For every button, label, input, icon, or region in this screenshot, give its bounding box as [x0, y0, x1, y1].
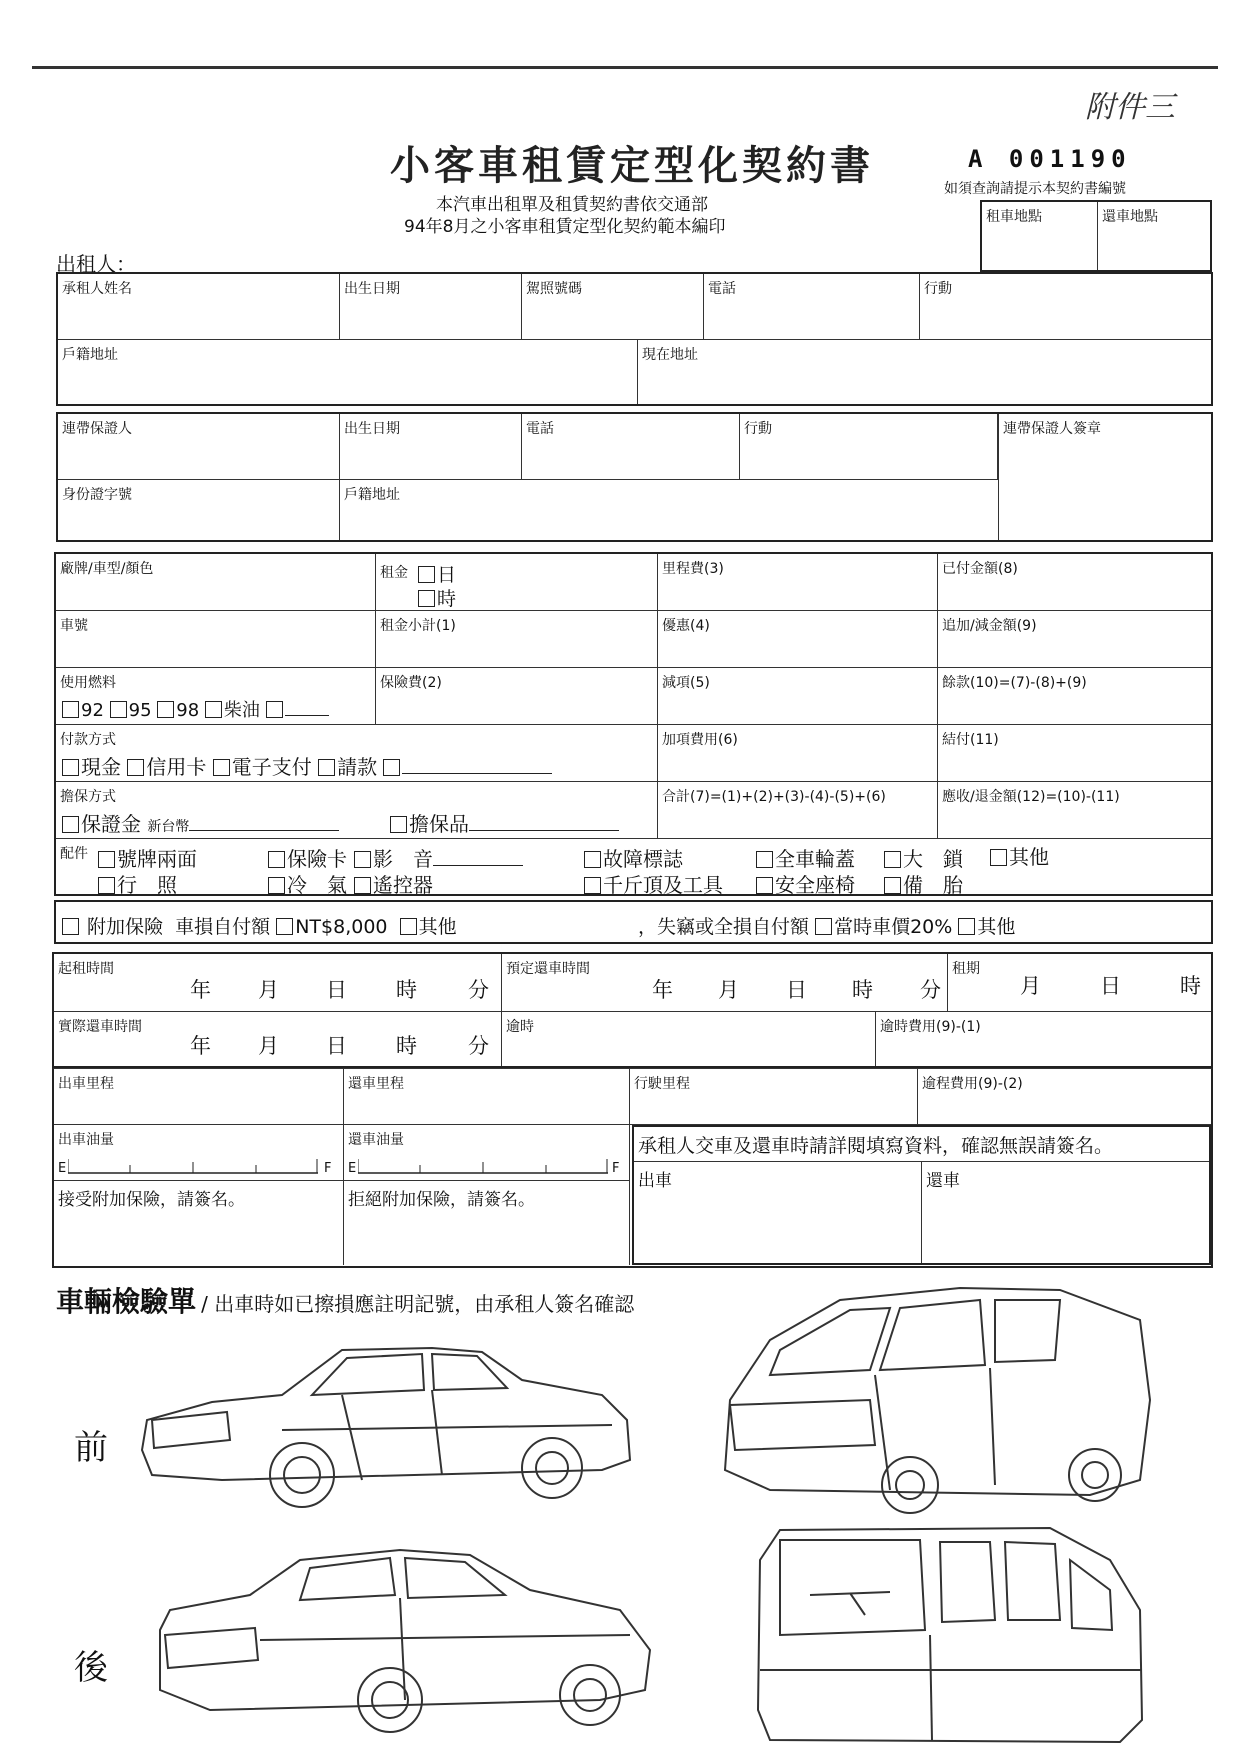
guarantor-id-label: 身份證字號 — [62, 487, 132, 503]
fuel-option-diesel[interactable] — [205, 700, 260, 721]
fuel-option-98[interactable] — [157, 700, 199, 721]
in-fuel-label: 還車油量 — [348, 1132, 404, 1148]
renter-birth-field[interactable] — [340, 274, 522, 340]
out-fuel-field[interactable] — [54, 1125, 344, 1181]
pay-other-checkbox[interactable] — [383, 759, 400, 776]
nt8000-label: NT$8,000 — [295, 916, 388, 938]
out-fuel-empty-mark: E — [58, 1161, 67, 1176]
insurance-section — [54, 900, 1213, 944]
guarantor-name-label: 連帶保證人 — [62, 421, 132, 437]
pickup-location-label: 租車地點 — [986, 209, 1042, 225]
acc-plates-label: 號牌兩面 — [117, 847, 197, 871]
plate-model-color-field[interactable] — [56, 554, 376, 611]
rent-day-option[interactable] — [418, 560, 456, 587]
acc-ac-label: 冷 氣 — [287, 873, 347, 897]
acc-warning-label: 故障標誌 — [603, 847, 683, 871]
mileage-fee-label: 里程費(3) — [662, 561, 724, 577]
actual-return-field[interactable] — [54, 1012, 502, 1066]
return-location-label: 還車地點 — [1102, 209, 1158, 225]
fuel-98-checkbox[interactable] — [157, 701, 174, 718]
over-mileage-fee-label: 逾程費用(9)-(2) — [922, 1076, 1023, 1092]
acc-lock-label: 大 鎖 — [903, 847, 963, 871]
overtime-fee-label: 逾時費用(9)-(1) — [880, 1019, 981, 1035]
pay-other-blank[interactable] — [402, 773, 552, 774]
in-mileage-field[interactable] — [344, 1069, 630, 1125]
handover-confirm-box — [632, 1125, 1211, 1265]
mileage-fee-field[interactable] — [658, 554, 938, 611]
fuel-options — [62, 696, 329, 722]
guarantor-birth-field[interactable] — [340, 414, 522, 480]
pay-epay-checkbox[interactable] — [213, 759, 230, 776]
theft-other-label: 其他 — [977, 916, 1016, 938]
car-no-label: 車號 — [60, 618, 88, 634]
guarantor-phone-field[interactable] — [522, 414, 740, 480]
guarantor-mobile-label: 行動 — [744, 421, 772, 437]
pay-card-checkbox[interactable] — [127, 759, 144, 776]
pay-invoice-label: 請款 — [337, 755, 378, 779]
payment-options — [62, 751, 552, 780]
settled-field[interactable] — [938, 725, 1211, 782]
fuel-field — [56, 668, 376, 725]
renter-current-address-field[interactable] — [638, 340, 1211, 404]
settled-label: 結付(11) — [942, 732, 999, 748]
acc-child-seat-checkbox[interactable] — [756, 877, 773, 894]
actual-return-label: 實際還車時間 — [58, 1019, 142, 1035]
acc-lock-checkbox[interactable] — [884, 851, 901, 868]
acc-ins-card-label: 保險卡 — [287, 847, 347, 871]
guarantor-mobile-field[interactable] — [740, 414, 998, 480]
rental-period-label: 租期 — [952, 961, 980, 977]
sedan-front-diagram-icon[interactable] — [132, 1340, 642, 1520]
deposit-cash-label: 保證金 — [81, 812, 141, 836]
planned-hour-unit: 時 — [852, 978, 873, 1002]
out-car-signature-field[interactable] — [634, 1161, 922, 1263]
plate-model-color-label: 廠牌/車型/顏色 — [60, 561, 154, 577]
overtime-field[interactable] — [502, 1012, 876, 1066]
payment-label: 付款方式 — [60, 732, 116, 748]
rental-period-field[interactable] — [948, 954, 1211, 1012]
deductible-label: 車損自付額 — [175, 916, 271, 938]
acc-av-label: 影 音 — [373, 847, 433, 871]
period-month-unit: 月 — [1020, 974, 1041, 998]
nt8000-checkbox[interactable] — [276, 918, 293, 935]
deductible-other-option[interactable] — [400, 916, 457, 938]
balance-field[interactable] — [938, 668, 1211, 725]
total-label: 合計(7)=(1)+(2)+(3)-(4)-(5)+(6) — [662, 789, 886, 805]
deductible-other-checkbox[interactable] — [400, 918, 417, 935]
guarantor-birth-label: 出生日期 — [344, 421, 400, 437]
out-fuel-gauge-icon — [68, 1159, 318, 1175]
out-mileage-field[interactable] — [54, 1069, 344, 1125]
theft-other-option[interactable] — [958, 916, 1015, 938]
mileage-section — [52, 1068, 1213, 1268]
refund-label: 應收/退金額(12)=(10)-(11) — [942, 789, 1120, 805]
theft-other-checkbox[interactable] — [958, 918, 975, 935]
contract-number: A 001190 — [968, 145, 1132, 173]
acc-spare-checkbox[interactable] — [884, 877, 901, 894]
deposit-item-checkbox[interactable] — [390, 816, 407, 833]
acc-av-blank[interactable] — [433, 865, 523, 866]
theft-row — [638, 912, 1015, 939]
balance-label: 餘款(10)=(7)-(8)+(9) — [942, 675, 1087, 691]
insurance-fee-label: 保險費(2) — [380, 675, 442, 691]
pct20-option[interactable] — [815, 916, 952, 938]
overtime-fee-field[interactable] — [876, 1012, 1211, 1066]
extra-fee-field[interactable] — [658, 725, 938, 782]
reject-insurance-signature-field[interactable] — [344, 1181, 630, 1265]
timing-section — [52, 952, 1213, 1068]
accessories-field — [56, 839, 1211, 897]
start-time-label: 起租時間 — [58, 961, 114, 977]
acc-hubcaps[interactable] — [756, 843, 855, 872]
paid-amount-label: 已付金額(8) — [942, 561, 1018, 577]
start-hour-unit: 時 — [396, 978, 417, 1002]
driven-mileage-field[interactable] — [630, 1069, 918, 1125]
handwritten-mark: 附件三 — [1085, 90, 1175, 125]
actual-month-unit: 月 — [258, 1034, 279, 1058]
location-box — [980, 200, 1212, 272]
front-label: 前 — [74, 1428, 108, 1468]
van-rear-diagram-icon[interactable] — [750, 1520, 1150, 1750]
license-no-field[interactable] — [522, 274, 704, 340]
actual-day-unit: 日 — [326, 1034, 347, 1058]
acc-other-label: 其他 — [1009, 845, 1049, 869]
start-minute-unit: 分 — [468, 978, 489, 1002]
out-fuel-full-mark: F — [324, 1161, 332, 1176]
pay-cash-label: 現金 — [81, 755, 121, 779]
deposit-ntd-label: 新台幣 — [147, 819, 190, 835]
rent-hour-label: 時 — [437, 588, 457, 610]
page-title: 小客車租賃定型化契約書 — [390, 142, 874, 189]
acc-av[interactable] — [354, 843, 523, 872]
guarantor-signature-label: 連帶保證人簽章 — [1003, 421, 1101, 437]
back-label: 後 — [74, 1648, 108, 1688]
start-month-unit: 月 — [258, 978, 279, 1002]
actual-minute-unit: 分 — [468, 1034, 489, 1058]
guarantor-name-field[interactable] — [58, 414, 340, 480]
acc-plates-checkbox[interactable] — [98, 851, 115, 868]
in-fuel-gauge-icon — [358, 1159, 608, 1175]
car-no-field[interactable] — [56, 611, 376, 668]
fuel-other-blank[interactable] — [285, 715, 329, 716]
renter-name-label: 承租人姓名 — [62, 281, 132, 297]
planned-minute-unit: 分 — [920, 978, 941, 1002]
inspection-header — [56, 1280, 634, 1320]
acc-other-checkbox[interactable] — [990, 849, 1007, 866]
deposit-amount-blank[interactable] — [189, 830, 339, 831]
fuel-95-checkbox[interactable] — [110, 701, 127, 718]
planned-year-unit: 年 — [652, 978, 673, 1002]
renter-mobile-label: 行動 — [924, 281, 952, 297]
in-fuel-field[interactable] — [344, 1125, 630, 1181]
insurance-fee-field[interactable] — [376, 668, 658, 725]
license-no-label: 駕照號碼 — [526, 281, 582, 297]
pay-card-label: 信用卡 — [146, 755, 207, 779]
rent-hour-option[interactable] — [418, 584, 456, 611]
pay-epay-label: 電子支付 — [231, 755, 312, 779]
return-location-field[interactable] — [1098, 202, 1210, 270]
renter-registered-address-label: 戶籍地址 — [62, 347, 118, 363]
acc-ac[interactable] — [268, 869, 347, 898]
renter-phone-field[interactable] — [704, 274, 920, 340]
paid-amount-field[interactable] — [938, 554, 1211, 611]
pay-cash-checkbox[interactable] — [62, 759, 79, 776]
extra-fee-label: 加項費用(6) — [662, 732, 738, 748]
rent-field — [376, 554, 658, 611]
acc-ins-card-checkbox[interactable] — [268, 851, 285, 868]
renter-mobile-field[interactable] — [920, 274, 1211, 340]
guarantor-section — [56, 412, 1213, 542]
guarantor-id-field[interactable] — [58, 480, 340, 540]
accept-insurance-label: 接受附加保險，請簽名。 — [58, 1190, 245, 1210]
lessor-label: 出租人： — [56, 252, 136, 276]
top-rule — [32, 66, 1218, 69]
renter-section — [56, 272, 1213, 406]
acc-spare-label: 備 胎 — [903, 873, 963, 897]
guarantor-address-field[interactable] — [340, 480, 998, 540]
fuel-option-95[interactable] — [110, 700, 152, 721]
pay-other-option[interactable] — [383, 755, 552, 779]
acc-license[interactable] — [98, 869, 177, 898]
acc-other[interactable] — [990, 841, 1049, 870]
subtitle-line-2: 94年8月之小客車租賃定型化契約範本編印 — [404, 217, 726, 237]
acc-warning[interactable] — [584, 843, 683, 872]
acc-remote-checkbox[interactable] — [354, 877, 371, 894]
planned-month-unit: 月 — [718, 978, 739, 1002]
deposit-item-option[interactable] — [390, 808, 619, 837]
guarantor-address-label: 戶籍地址 — [344, 487, 400, 503]
van-front-diagram-icon[interactable] — [710, 1280, 1160, 1520]
sedan-rear-diagram-icon[interactable] — [150, 1540, 660, 1740]
pct20-label: 當時車價20% — [834, 916, 953, 938]
planned-return-label: 預定還車時間 — [506, 961, 590, 977]
acc-license-label: 行 照 — [117, 873, 177, 897]
reject-insurance-label: 拒絕附加保險，請簽名。 — [348, 1190, 535, 1210]
fuel-option-other[interactable] — [266, 700, 329, 721]
renter-name-field[interactable] — [58, 274, 340, 340]
vehicle-fees-section — [54, 552, 1213, 896]
start-year-unit: 年 — [190, 978, 211, 1002]
accept-insurance-signature-field[interactable] — [54, 1181, 344, 1265]
deposit-item-blank[interactable] — [469, 830, 619, 831]
start-day-unit: 日 — [326, 978, 347, 1002]
deposit-cash-option[interactable] — [62, 808, 339, 837]
guarantor-phone-label: 電話 — [526, 421, 554, 437]
acc-child-seat[interactable] — [756, 869, 855, 898]
deductible-other-label: 其他 — [418, 916, 457, 938]
overtime-label: 逾時 — [506, 1019, 534, 1035]
deposit-method-label: 擔保方式 — [60, 789, 116, 805]
actual-year-unit: 年 — [190, 1034, 211, 1058]
pay-cash-option[interactable] — [62, 755, 121, 779]
renter-registered-address-field[interactable] — [58, 340, 638, 404]
out-fuel-label: 出車油量 — [58, 1132, 114, 1148]
fuel-label: 使用燃料 — [60, 675, 116, 691]
theft-label: ，失竊或全損自付額 — [638, 916, 810, 938]
subtitle-line-1: 本汽車出租單及租賃契約書依交通部 — [436, 195, 708, 215]
in-mileage-label: 還車里程 — [348, 1076, 404, 1092]
rent-hour-checkbox[interactable] — [418, 590, 435, 607]
guarantor-signature-field[interactable] — [998, 414, 1211, 540]
rent-label: 租金 — [380, 565, 408, 581]
start-time-field[interactable] — [54, 954, 502, 1012]
pay-card-option[interactable] — [127, 755, 206, 779]
pct20-checkbox[interactable] — [815, 918, 832, 935]
acc-remote-label: 遙控器 — [373, 873, 433, 897]
acc-warning-checkbox[interactable] — [584, 851, 601, 868]
fuel-92-label: 92 — [81, 700, 104, 721]
deduction-label: 減項(5) — [662, 675, 710, 691]
period-hour-unit: 時 — [1180, 974, 1201, 998]
add-insurance-option[interactable] — [62, 916, 163, 938]
discount-label: 優惠(4) — [662, 618, 710, 634]
rent-subtotal-label: 租金小計(1) — [380, 618, 456, 634]
inspection-note: / 出車時如已擦損應註明記號，由承租人簽名確認 — [201, 1292, 635, 1316]
acc-jack-checkbox[interactable] — [584, 877, 601, 894]
add-insurance-checkbox[interactable] — [62, 918, 79, 935]
rent-day-checkbox[interactable] — [418, 566, 435, 583]
fuel-diesel-label: 柴油 — [223, 700, 260, 721]
deduction-field[interactable] — [658, 668, 938, 725]
renter-current-address-label: 現在地址 — [642, 347, 698, 363]
renter-phone-label: 電話 — [708, 281, 736, 297]
acc-remote[interactable] — [354, 869, 433, 898]
period-day-unit: 日 — [1100, 974, 1121, 998]
pay-invoice-option[interactable] — [318, 755, 377, 779]
nt8000-option[interactable] — [276, 916, 387, 938]
adjust-label: 追加/減金額(9) — [942, 618, 1037, 634]
acc-license-checkbox[interactable] — [98, 877, 115, 894]
acc-hubcaps-checkbox[interactable] — [756, 851, 773, 868]
fuel-95-label: 95 — [128, 700, 152, 721]
fuel-98-label: 98 — [176, 700, 200, 721]
acc-ins-card[interactable] — [268, 843, 347, 872]
return-car-label: 還車 — [926, 1171, 960, 1191]
acc-child-seat-label: 安全座椅 — [775, 873, 855, 897]
handover-confirm-note: 承租人交車及還車時請詳閱填寫資料，確認無誤請簽名。 — [638, 1135, 1114, 1157]
acc-hubcaps-label: 全車輪蓋 — [775, 847, 855, 871]
fuel-option-92[interactable] — [62, 700, 104, 721]
pay-epay-option[interactable] — [213, 755, 312, 779]
deposit-cash-checkbox[interactable] — [62, 816, 79, 833]
add-insurance-label: 附加保險 — [87, 916, 164, 938]
deposit-field — [56, 782, 658, 839]
out-car-label: 出車 — [638, 1171, 672, 1191]
acc-jack[interactable] — [584, 869, 723, 898]
pay-invoice-checkbox[interactable] — [318, 759, 335, 776]
in-fuel-empty-mark: E — [348, 1161, 357, 1176]
acc-av-checkbox[interactable] — [354, 851, 371, 868]
payment-field — [56, 725, 658, 782]
in-fuel-full-mark: F — [612, 1161, 620, 1176]
accessories-label: 配件 — [60, 846, 88, 862]
renter-birth-label: 出生日期 — [344, 281, 400, 297]
acc-spare[interactable] — [884, 869, 963, 898]
inspection-title: 車輛檢驗單 — [56, 1285, 197, 1318]
acc-lock[interactable] — [884, 843, 963, 872]
driven-mileage-label: 行駛里程 — [634, 1076, 690, 1092]
planned-return-field[interactable] — [502, 954, 948, 1012]
over-mileage-fee-field[interactable] — [918, 1069, 1211, 1125]
adjust-field[interactable] — [938, 611, 1211, 668]
rent-day-label: 日 — [437, 564, 457, 586]
total-field[interactable] — [658, 782, 938, 839]
fuel-92-checkbox[interactable] — [62, 701, 79, 718]
acc-plates[interactable] — [98, 843, 197, 872]
planned-day-unit: 日 — [786, 978, 807, 1002]
insurance-row — [62, 912, 457, 939]
discount-field[interactable] — [658, 611, 938, 668]
pickup-location-field[interactable] — [982, 202, 1098, 270]
acc-ac-checkbox[interactable] — [268, 877, 285, 894]
rent-subtotal-field[interactable] — [376, 611, 658, 668]
out-mileage-label: 出車里程 — [58, 1076, 114, 1092]
refund-field[interactable] — [938, 782, 1211, 839]
actual-hour-unit: 時 — [396, 1034, 417, 1058]
fuel-diesel-checkbox[interactable] — [205, 701, 222, 718]
deposit-item-label: 擔保品 — [409, 812, 469, 836]
return-car-signature-field[interactable] — [922, 1161, 1209, 1263]
contract-hint: 如須查詢請提示本契約書編號 — [944, 181, 1126, 197]
fuel-other-checkbox[interactable] — [266, 701, 283, 718]
acc-jack-label: 千斤頂及工具 — [603, 873, 723, 897]
